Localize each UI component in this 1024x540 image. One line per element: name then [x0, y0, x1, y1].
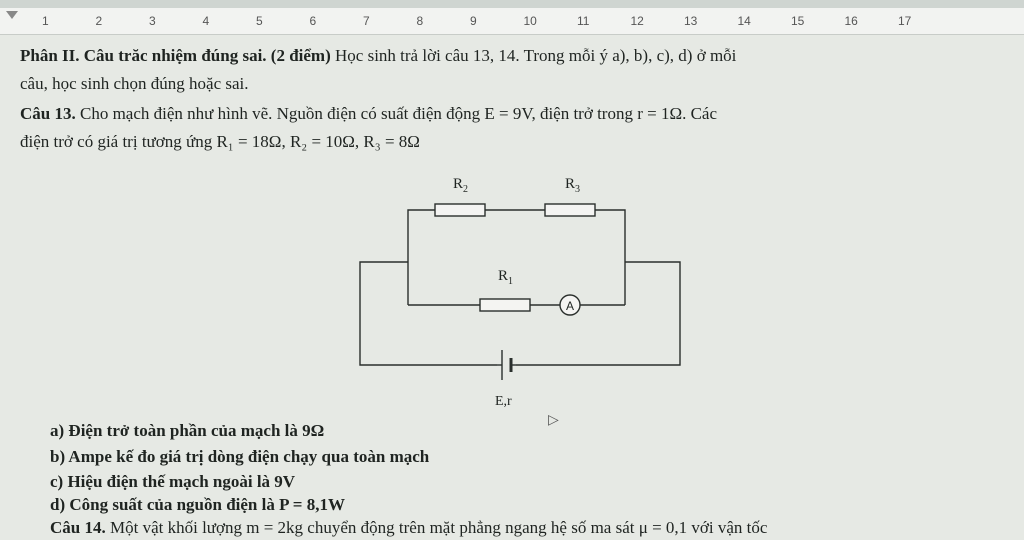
part-intro-cont: câu, học sinh chọn đúng hoặc sai.: [20, 74, 249, 93]
indent-marker-icon[interactable]: [6, 11, 18, 19]
ruler-number: 15: [791, 14, 805, 28]
part-intro: Học sinh trả lời câu 13, 14. Trong mỗi ý a), b), c), d) ở mỗi: [335, 46, 737, 65]
ruler-number: 8: [416, 14, 424, 28]
question-14: [50, 518, 767, 538]
ruler-number: 14: [737, 14, 751, 28]
option-d: d) Công suất của nguồn điện là P = 8,1W: [50, 495, 345, 514]
resistor-r3: [545, 204, 595, 216]
ruler-number: 11: [577, 14, 590, 28]
r1-label: $R_1$: [498, 268, 514, 287]
question-13-cont: điện trở có giá trị tương ứng R₁ = 18Ω, R₂ = 10Ω, R₃ = 8Ω: [20, 132, 420, 151]
option-b: b) Ampe kế đo giá trị dòng điện chạy qua toàn mạch: [50, 447, 430, 466]
ruler-number: 9: [470, 14, 477, 28]
ruler-number: 6: [309, 14, 317, 28]
ruler-number: 2: [95, 14, 103, 28]
ruler-number: 16: [844, 14, 858, 28]
mouse-cursor-icon: ▷: [548, 412, 559, 428]
window-top-strip: [0, 0, 1024, 8]
ruler-number: 10: [523, 14, 537, 28]
question-13-label: Câu 13.: [20, 104, 76, 123]
source-label: E,r: [495, 394, 512, 409]
ruler-number: 7: [363, 14, 370, 28]
question-14-text: Một vật khối lượng m = 2kg chuyển động trên mặt phẳng ngang hệ số ma sát μ = 0,1 với vận tốc: [109, 518, 768, 537]
ruler-number: 17: [898, 14, 912, 28]
question-14-label: Câu 14.: [50, 518, 106, 537]
circuit-diagram: [355, 172, 695, 412]
r2-label: $R_2$: [453, 176, 469, 195]
resistor-r2: [435, 204, 485, 216]
question-13: [20, 104, 717, 124]
question-13-text: Cho mạch điện như hình vẽ. Nguồn điện có suất điện động E = 9V, điện trở trong r = 1Ω. Các: [79, 104, 718, 123]
part-title: Phân II. Câu trăc nhiệm đúng sai. (2 điểm): [20, 46, 331, 65]
part-heading: [20, 46, 736, 66]
ruler-number: 12: [630, 14, 644, 28]
r3-label: $R_3$: [565, 176, 581, 195]
ruler-number: 13: [684, 14, 698, 28]
resistor-r1: [480, 299, 530, 311]
ammeter-label: A: [565, 299, 575, 313]
ruler[interactable]: [0, 8, 1024, 35]
option-a: a) Điện trở toàn phần của mạch là 9Ω: [50, 421, 325, 440]
ruler-number: 4: [202, 14, 210, 28]
ruler-number: 5: [256, 14, 263, 28]
option-c: c) Hiệu điện thế mạch ngoài là 9V: [50, 472, 296, 491]
ruler-number: 1: [42, 14, 49, 28]
ruler-number: 3: [149, 14, 156, 28]
